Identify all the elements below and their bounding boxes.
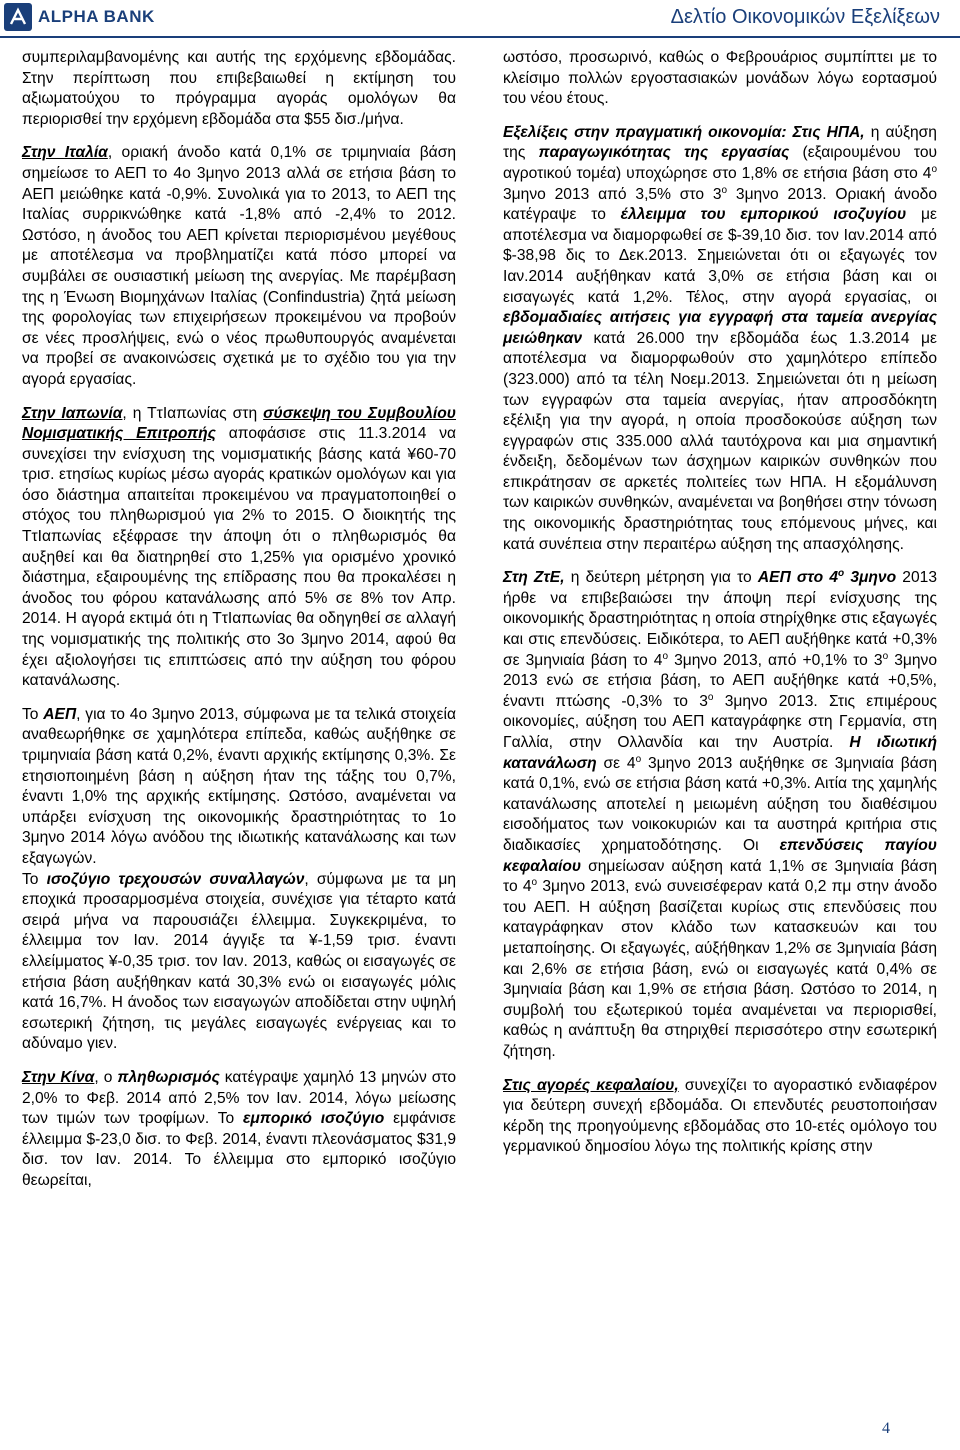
paragraph-continuation-right: ωστόσο, προσωρινό, καθώς ο Φεβρουάριος συμπίπτει με το κλείσιμο πολλών εργοστασιακών μονάδων λόγω εορτασμού του νέου έτους. bbox=[503, 49, 937, 108]
usa-heading: Εξελίξεις στην πραγματική οικονομία: Στις ΗΠΑ, bbox=[503, 123, 865, 141]
paragraph-japan: Στην Ιαπωνία, η ΤτΙαπωνίας στη σύσκεψη του Συμβουλίου Νομισματικής Επιτροπής αποφάσισε στις 11.3.2014 να συνεχίσει την ενίσχυση της νομισματικής βάσης κατά ¥60-70 τρισ. ετησίως κυρίως μέσω αγοράς κρατικών ομολόγων και για όσο διάστημα απαιτείται προκειμένου να πραγματοποιηθεί ο στόχος του πληθωρισμού για 2% το 2015. Ο διοικητής της ΤτΙαπωνίας εξέφρασε την άποψη ότι ο πληθωρισμός θα αυξηθεί και θα διατηρηθεί στο 1,25% για ορισμένο χρονικό διάστημα, εξαιρουμένης της επίδρασης που θα προκαλέσει η άνοδος του φόρου κατανάλωσης από 5% σε 8% τον Απρ. 2014. Η αγορά εκτιμά ότι η ΤτΙαπωνίας θα οδηγηθεί σε αλλαγή της νομισματικής της πολιτικής στο 3ο 3μηνο 2014, αφού θα έχει αξιολογήσει τις επιπτώσεις από την αύξηση του φόρου κατανάλωσης. bbox=[22, 404, 457, 690]
capital-markets-heading: Στις αγορές κεφαλαίου, bbox=[503, 1076, 679, 1094]
right-column bbox=[503, 48, 937, 1171]
paragraph-japan-gdp: Το ΑΕΠ, για το 4ο 3μηνο 2013, σύμφωνα με τα τελικά στοιχεία αναθεωρήθηκε σε χαμηλότερα επίπεδα, καθώς αυξήθηκε σε τριμηνιαία βάση κατά 0,2%, έναντι αρχικής εκτίμησης 0,3%. Σε ετησιοποιημένη βάση η αύξηση ήταν της τάξης του 0,7%, έναντι 1,0% της αρχικής εκτίμησης. Ωστόσο, αναμένεται να υπάρξει ενίσχυση της οικονομικής δραστηριότητας το 1ο 3μηνο 2014 λόγω ανόδου της ιδιωτικής κατανάλωσης και των εξαγωγών. bbox=[22, 705, 456, 867]
bulletin-title: Δελτίο Οικονομικών Εξελίξεων bbox=[670, 6, 940, 28]
page-header bbox=[0, 0, 960, 38]
left-column bbox=[22, 48, 456, 1204]
paragraph-continuation: συμπεριλαμβανομένης και αυτής της ερχόμενης εβδομάδας. Στην περίπτωση που επιβεβαιωθεί η εκτίμηση του αξιωματούχου το πρόγραμμα αγοράς ομολόγων θα περιορισθεί την ερχόμενη εβδομάδα στα $55 δισ./μήνα. bbox=[22, 49, 456, 128]
paragraph-eurozone: Στη ΖτΕ, η δεύτερη μέτρηση για το ΑΕΠ στο $4^o$ 3μηνο 2013 ήρθε να επιβεβαιώσει την άποψη περί ενίσχυσης της οικονομικής δραστηριότητας η οποία στηρίχθηκε στις εξαγωγές και στις επενδύσεις. Ειδικότερα, το ΑΕΠ αυξήθηκε κατά +0,3% σε 3μηνιαία βάση το $4^o$ 3μηνο 2013, από +0,1% το $3^o$ 3μηνο 2013 ενώ σε ετήσια βάση, το ΑΕΠ αυξήθηκε κατά +0,5%, έναντι πτώσης -0,3% το $3^o$ 3μηνο 2013. Στις επιμέρους οικονομίες, αύξηση του ΑΕΠ καταγράφηκε στη Γερμανία, στη Γαλλία, στην Ολλανδία και την Αυστρία. Η ιδιωτική κατανάλωση σε $4^o$ 3μηνο 2013 αυξήθηκε σε 3μηνιαία βάση κατά 0,1%, ενώ σε ετήσια βάση κατά +0,3%. Αιτία της χαμηλής κατανάλωσης αποτελεί η μειωμένη αύξηση του διαθέσιμου εισοδήματος των νοικοκυριών και τα αυστηρά κριτήρια στις διαδικασίες χρηματοδότησης. Οι επενδύσεις παγίου κεφαλαίου σημείωσαν αύξηση κατά 1,1% σε 3μηνιαία βάση το $4^o$ 3μηνο 2013, ενώ συνεισέφεραν κατά 0,2 πμ στην άνοδο του ΑΕΠ. Η αύξηση βασίζεται κυρίως στις επενδύσεις που καταγράφηκαν στον κλάδο των κατασκευών και του μεταποίησης. Οι εξαγωγές, αύξήθηκαν 1,2% σε 3μηνιαία βάση και 2,6% σε ετήσια βάση, ενώ οι εισαγωγές κατά 0,4% σε 3μηνιαία βάση και 1,9% σε ετήσια βάση. Ωστόσο το 2014, η συμβολή του εξωτερικού τομέα αναμένεται να περιορισθεί, καθώς η ανάπτυξη θα στηριχθεί περισσότερο στην εσωτερική ζήτηση. bbox=[503, 568, 938, 1060]
eurozone-heading: Στη ΖτΕ, bbox=[503, 569, 565, 587]
bank-logo bbox=[4, 2, 164, 32]
paragraph-china: Στην Κίνα, ο πληθωρισμός κατέγραψε χαμηλό 13 μηνών στο 2,0% το Φεβ. 2014 από 2,5% τον Ιαν. 2014, λόγω μείωσης των τιμών των τροφίμων. Το εμπορικό ισοζύγιο εμφάνισε έλλειμμα $-23,0 δισ. το Φεβ. 2014, έναντι πλεονάσματος $31,9 δισ. τον Ιαν. 2014. Το έλλειμμα στο εμπορικό ισοζύγιο θεωρείται, bbox=[22, 1068, 457, 1189]
paragraph-italy: Στην Ιταλία, οριακή άνοδο κατά 0,1% σε τριμηνιαία βάση σημείωσε το ΑΕΠ το 4ο 3μηνο 2013 αλλά σε ετήσια βάση το ΑΕΠ μειώθηκε κατά -0,9%. Συνολικά για το 2013, το ΑΕΠ της Ιταλίας συρρικνώθηκε κατά -1,8% από -2,4% το 2012. Ωστόσο, η άνοδος του ΑΕΠ κρίνεται περιορισμένου μεγέθους με αποτέλεσμα να προβληματίζει κατά πόσο μπορεί να συμβάλει σε ουσιαστική μείωση της ανεργίας. Με παρέμβαση της η Ένωση Βιομηχάνων Ιταλίας (Confindustria) ζητά μείωση της φορολογίας των επιχειρήσεων προκειμένου να προβούν σε νέες προσλήψεις, ενώ ο νέος πρωθυπουργός αναμένεται να προβεί σε ανακοινώσεις σχετικά με το σχέδιο του για την αγορά εργασίας. bbox=[22, 144, 456, 388]
logo-text: ALPHA BANK bbox=[38, 7, 155, 26]
italy-heading: Στην Ιταλία bbox=[22, 144, 108, 162]
paragraph-japan-current-account: Το ισοζύγιο τρεχουσών συναλλαγών, σύμφωνα με τα μη εποχικά προσαρμοσμένα στοιχεία, συνέχισε για τέταρτο κατά σειρά μήνα να παρουσιάζει έλλειμμα. Συγκεκριμένα, το έλλειμμα τον Ιαν. 2014 άγγιξε τα ¥-1,59 τρισ. έναντι ελλείμματος ¥-0,35 τρισ. τον Ιαν. 2013, καθώς οι εισαγωγές σε ετήσια βάση αυξήθηκαν κατά 30,3% ενώ οι εισαγωγές μόλις κατά 16,7%. Η άνοδος των εισαγωγών αποδίδεται στην υψηλή εσωτερική ζήτηση, τις μεγάλες εισαγωγές ενέργειας και το αδύναμο γιεν. bbox=[22, 870, 456, 1053]
paragraph-usa: Εξελίξεις στην πραγματική οικονομία: Στις ΗΠΑ, η αύξηση της παραγωγικότητας της εργασίας (εξαιρουμένου του αγροτικού τομέα) υποχώρησε στο 1,8% σε ετήσια βάση στο $4^o$ 3μηνο 2013 από 3,5% στο $3^o$ 3μηνο 2013. Οριακή άνοδο κατέγραψε το έλλειμμα του εμπορικού ισοζυγίου με αποτέλεσμα να διαμορφωθεί σε $-39,10 δισ. τον Ιαν.2014 από $-38,98 δις το Δεκ.2013. Σημειώνεται ότι οι εξαγωγές τον Ιαν.2014 αυξήθηκαν κατά 3,0% σε ετήσια βάση και οι εισαγωγές κατά 1,2%. Τέλος, στην αγορά εργασίας, οι εβδομαδιαίες αιτήσεις για εγγραφή στα ταμεία ανεργίας μειώθηκαν κατά 26.000 την εβδομάδα έως 1.3.2014 με αποτέλεσμα να διαμορφωθούν στο χαμηλότερο επίπεδο (323.000) από τα τέλη Νοεμ.2013. Σημειώνεται ότι η μείωση των εγγραφών στα ταμεία ανεργίας, ήταν απροσδόκητη εξέλιξη για την αγορά, η οποία προσδοκούσε αύξηση των εγγραφών στις 335.000 αλλά ταυτόχρονα και μια σημαντική ένδειξη, δεδομένων των άσχημων καιρικών συνθηκών που επικράτησαν σε αρκετές πολιτείες των ΗΠΑ. Η εξομάλυνση των καιρικών συνθηκών, αναμένεται να βοηθήσει στην τόνωση της οικονομικής δραστηριότητας τους επόμενους μήνες, και κατά συνέπεια στην περαιτέρω αύξηση της απασχόλησης. bbox=[503, 123, 938, 553]
china-heading: Στην Κίνα bbox=[22, 1068, 95, 1086]
paragraph-capital-markets: Στις αγορές κεφαλαίου, συνεχίζει το αγοραστικό ενδιαφέρον για δεύτερη συνεχή εβδομάδα. Οι επενδυτές ρευστοποιήσαν κέρδη της προηγούμενης εβδομάδας στο 10-ετές ομόλογο του γερμανικού δημοσίου λόγω της πολιτικής κρίσης στην bbox=[503, 1076, 937, 1156]
alpha-logo-icon bbox=[4, 3, 32, 31]
page-number: 4 bbox=[882, 1420, 890, 1437]
japan-heading: Στην Ιαπωνία bbox=[22, 404, 123, 422]
